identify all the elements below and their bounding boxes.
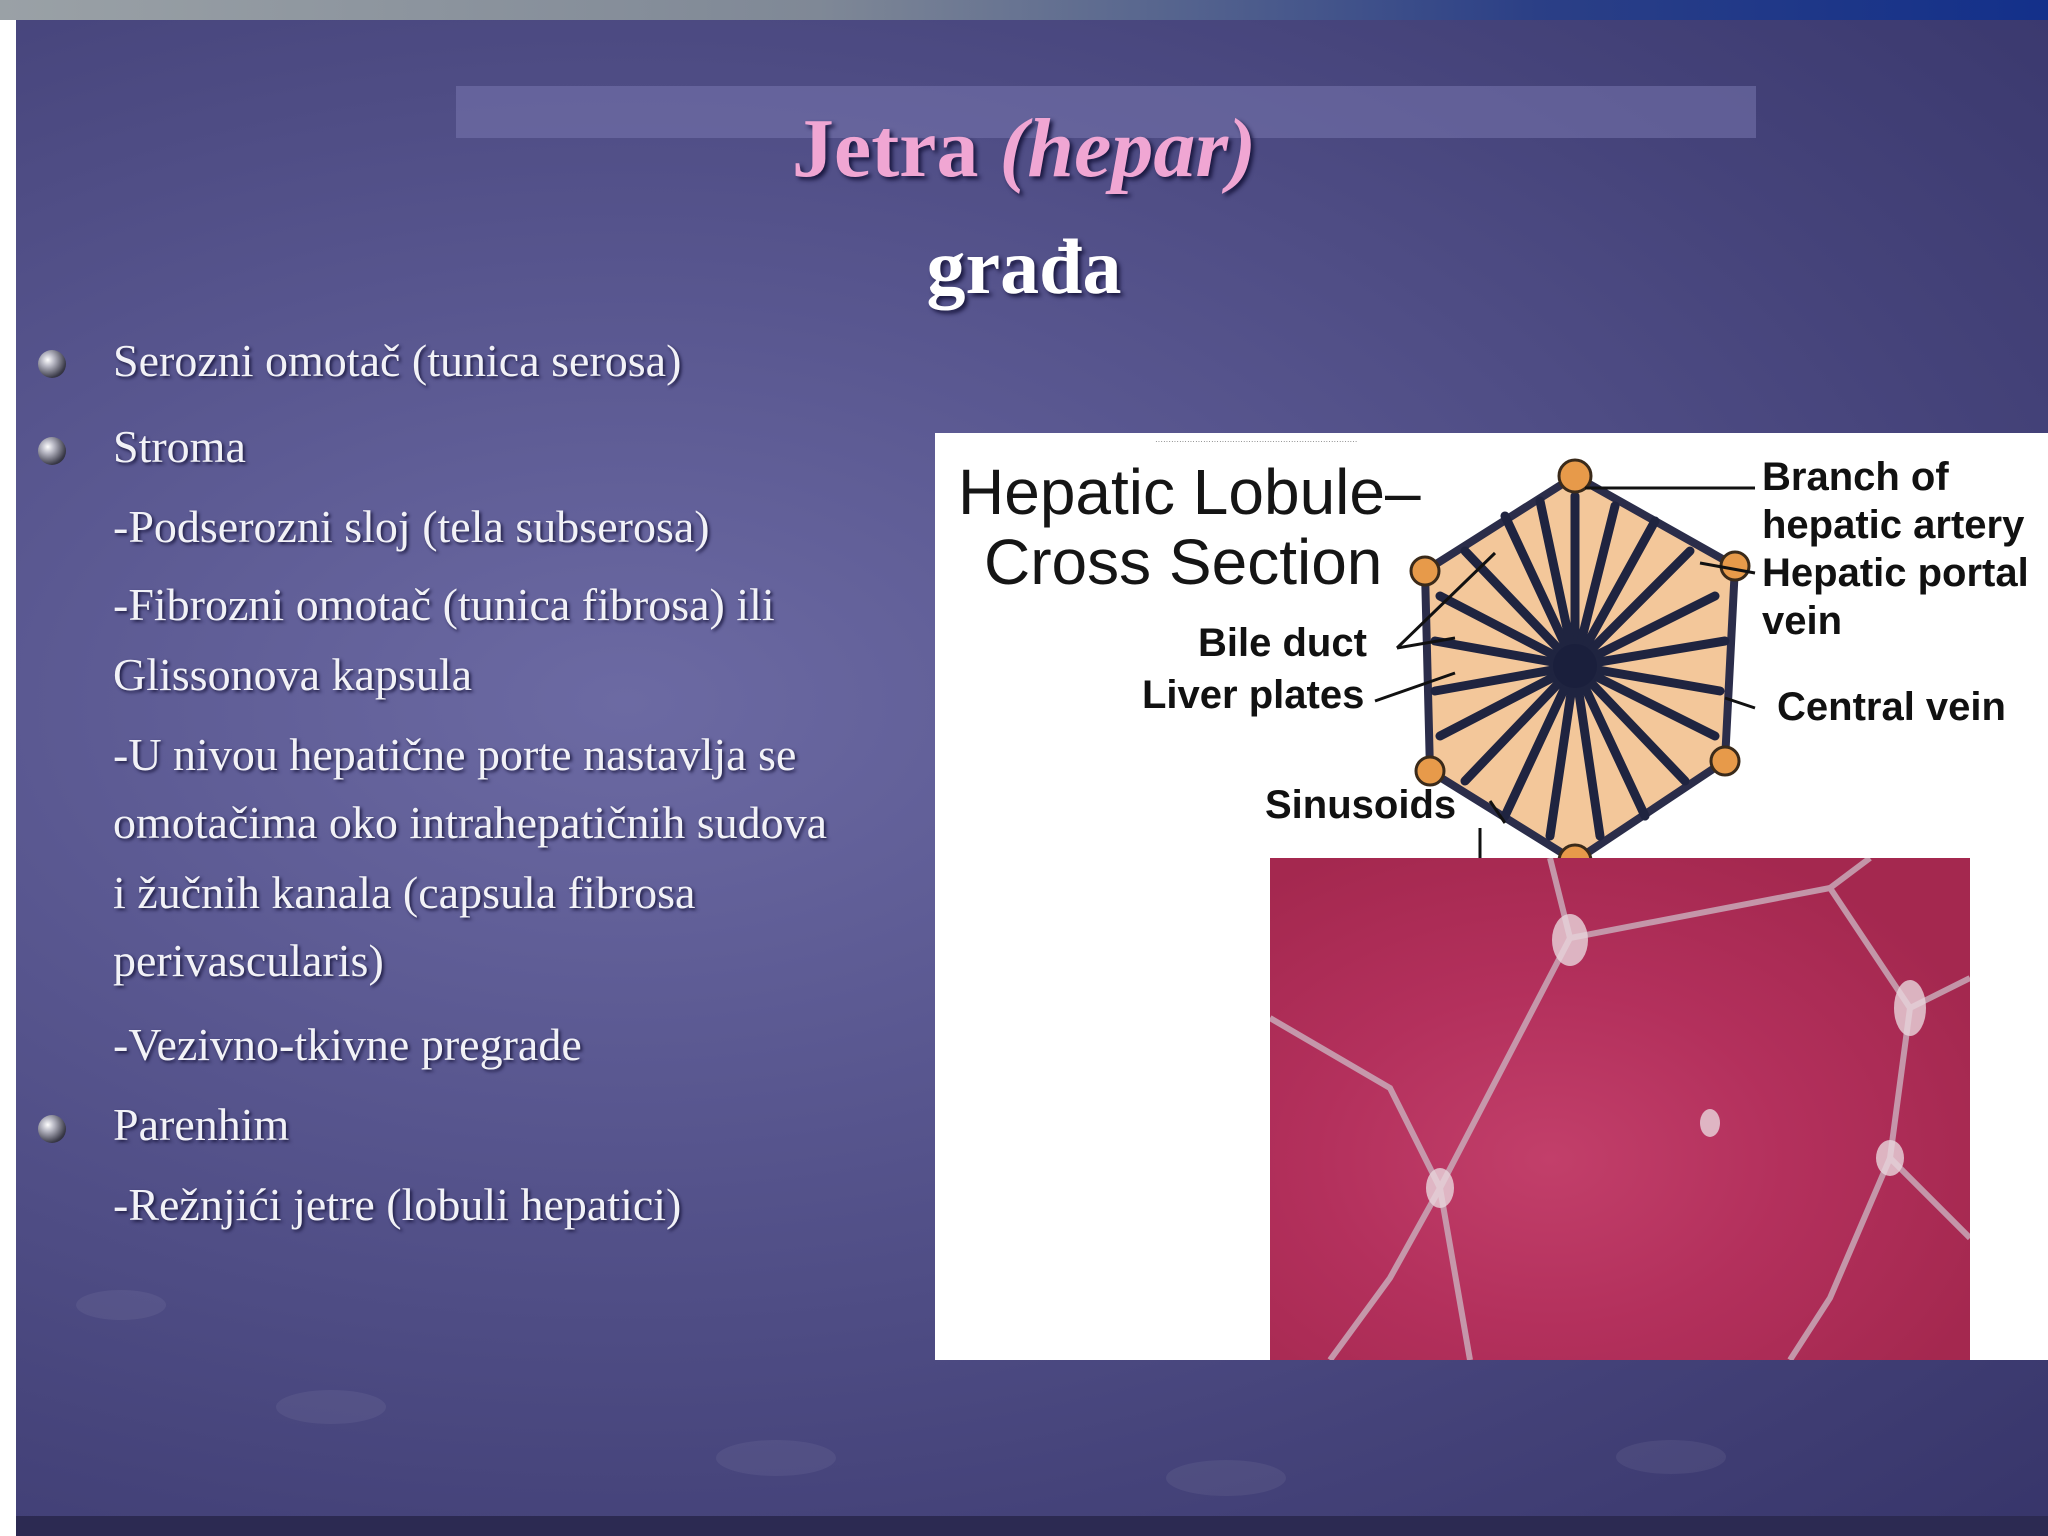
text-line: Parenhim [113, 1099, 290, 1150]
label-liver-plates: Liver plates [1142, 673, 1365, 717]
text-line: -Podserozni sloj (tela subserosa) [113, 501, 710, 552]
window-top-strip [0, 0, 2048, 20]
text-line: -Vezivno-tkivne pregrade [113, 1019, 582, 1070]
text-line: -U nivou hepatične porte nastavlja se [113, 729, 797, 780]
label-hepatic-artery: hepatic artery [1762, 503, 2025, 547]
text-line: Glissonova kapsula [113, 649, 473, 700]
background-decoration [1616, 1440, 1726, 1474]
background-decoration [1166, 1460, 1286, 1496]
background-decoration [716, 1440, 836, 1476]
background-decoration [276, 1390, 386, 1424]
figure-title-line1: Hepatic Lobule– [958, 456, 1421, 528]
label-sinusoids: Sinusoids [1265, 783, 1457, 827]
slide-subtitle: građa [926, 223, 1122, 310]
label-branch-of: Branch of [1762, 455, 1949, 499]
liver-micrograph [1270, 858, 1970, 1360]
label-bile-duct: Bile duct [1198, 621, 1367, 665]
micrograph-septa [1270, 858, 1970, 1360]
bullet-icon [38, 437, 66, 465]
slide-title [0, 100, 2048, 197]
label-central-vein: Central vein [1777, 685, 2006, 729]
background-decoration [76, 1290, 166, 1320]
central-vein-dot [1553, 644, 1597, 688]
hepatic-lobule-figure [935, 433, 2048, 1360]
text-line: -Fibrozni omotač (tunica fibrosa) ili [113, 579, 775, 630]
bullet-icon [38, 1115, 66, 1143]
text-line: Serozni omotač (tunica serosa) [113, 335, 682, 386]
text-line: Stroma [113, 421, 246, 472]
text-line: -Režnjići jetre (lobuli hepatici) [113, 1179, 682, 1230]
text-line: perivascularis) [113, 935, 384, 986]
copyright-fineprint: ············································································ [1155, 437, 1358, 446]
label-hepatic-portal: Hepatic portal [1762, 551, 2029, 595]
title-italic: (hepar) [999, 102, 1257, 195]
figure-title-line2: Cross Section [984, 526, 1383, 598]
label-portal-vein: vein [1762, 599, 1843, 643]
bullet-icon [38, 350, 66, 378]
text-line: i žučnih kanala (capsula fibrosa [113, 867, 696, 918]
text-line: omotačima oko intrahepatičnih sudova [113, 797, 828, 848]
title-main: Jetra [791, 102, 979, 195]
